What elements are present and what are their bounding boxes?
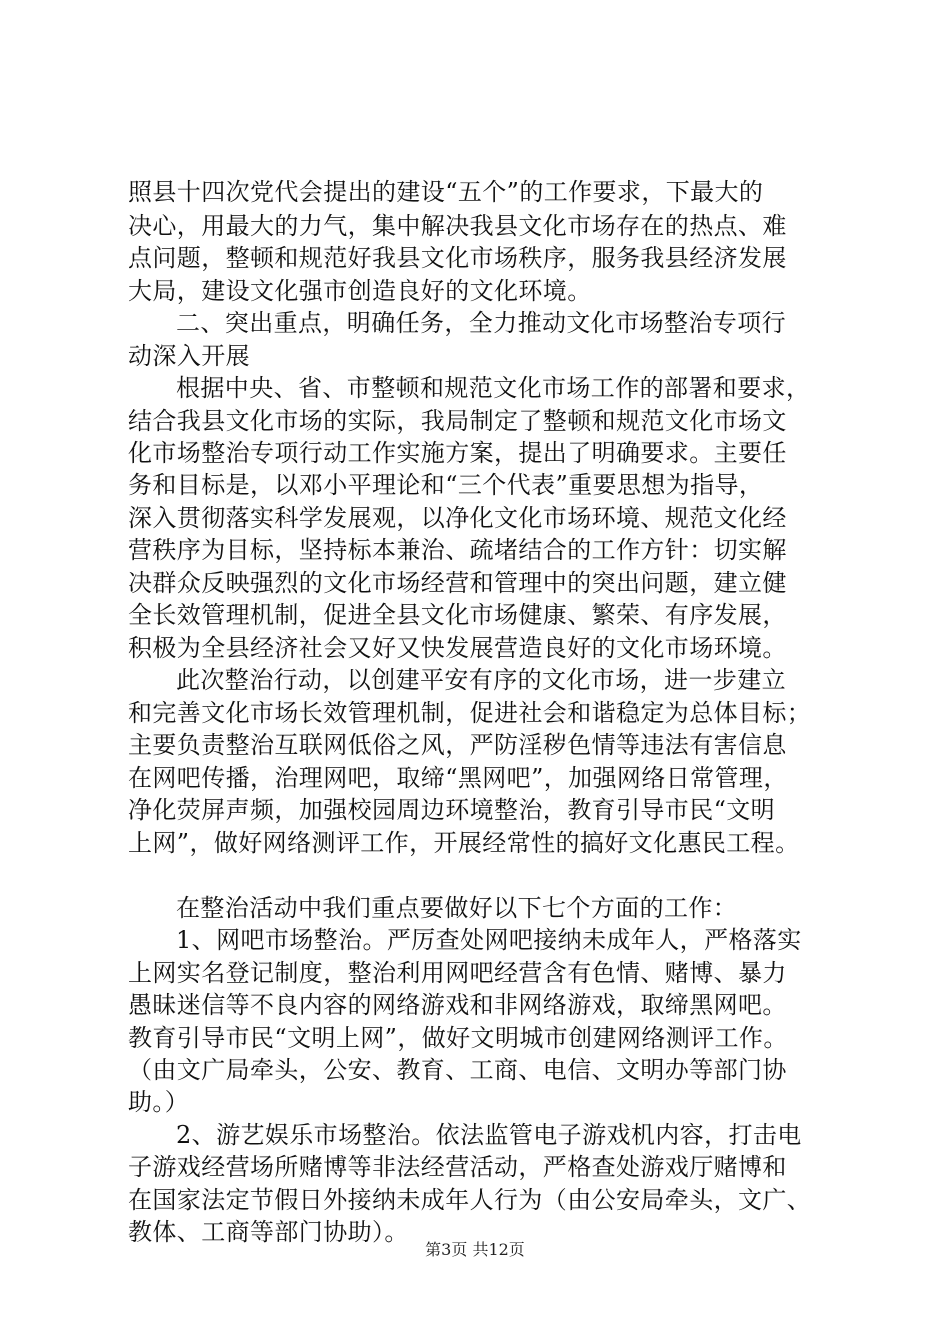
text-line: 愚昧迷信等不良内容的网络游戏和非网络游戏，取缔黑网吧。: [128, 991, 787, 1019]
text-line: 全长效管理机制，促进全县文化市场健康、繁荣、有序发展，: [128, 601, 787, 629]
text-line: 在网吧传播，治理网吧，取缔“黑网吧”，加强网络日常管理，: [128, 764, 788, 792]
text-line: 决心，用最大的力气，集中解决我县文化市场存在的热点、难: [128, 212, 787, 240]
text-line: 教体、工商等部门协助）。: [128, 1218, 409, 1246]
text-line: 根据中央、省、市整顿和规范文化市场工作的部署和要求，: [176, 374, 811, 402]
text-line: 在整治活动中我们重点要做好以下七个方面的工作：: [176, 894, 738, 922]
text-line: 上网”，做好网络测评工作，开展经常性的搞好文化惠民工程。: [128, 829, 800, 857]
list-item-line: 1、网吧市场整治。严厉查处网吧接纳未成年人，严格落实: [176, 926, 802, 954]
section-heading-line: 二、突出重点，明确任务，全力推动文化市场整治专项行: [176, 309, 786, 337]
text-line: 主要负责整治互联网低俗之风，严防淫秽色情等违法有害信息: [128, 731, 787, 759]
section-heading-line: 动深入开展: [128, 342, 250, 370]
page-number-footer: 第3页 共12页: [425, 1240, 525, 1259]
text-line: 化市场整治专项行动工作实施方案，提出了明确要求。主要任: [128, 439, 787, 467]
text-line: 结合我县文化市场的实际，我局制定了整顿和规范文化市场文: [128, 407, 787, 435]
text-line: 在国家法定节假日外接纳未成年人行为（由公安局牵头，文广、: [128, 1186, 812, 1214]
text-line: 点问题，整顿和规范好我县文化市场秩序，服务我县经济发展: [128, 244, 787, 272]
list-item-line: 2、游艺娱乐市场整治。依法监管电子游戏机内容，打击电: [176, 1121, 802, 1149]
text-line: 此次整治行动，以创建平安有序的文化市场，进一步建立: [176, 666, 786, 694]
text-line: 营秩序为目标，坚持标本兼治、疏堵结合的工作方针：切实解: [128, 536, 787, 564]
text-line: 教育引导市民“文明上网”，做好文明城市创建网络测评工作。: [128, 1024, 788, 1052]
text-line: 积极为全县经济社会又好又快发展营造良好的文化市场环境。: [128, 634, 787, 662]
text-line: 子游戏经营场所赌博等非法经营活动，严格查处游戏厅赌博和: [128, 1153, 787, 1181]
text-line: 大局，建设文化强市创造良好的文化环境。: [128, 277, 592, 305]
text-line: 深入贯彻落实科学发展观，以净化文化市场环境、规范文化经: [128, 504, 787, 532]
text-line: 和完善文化市场长效管理机制，促进社会和谐稳定为总体目标；: [128, 699, 812, 727]
text-line: 净化荧屏声频，加强校园周边环境整治，教育引导市民“文明: [128, 796, 776, 824]
text-line: 照县十四次党代会提出的建设“五个”的工作要求，下最大的: [128, 178, 764, 206]
text-line: 上网实名登记制度，整治利用网吧经营含有色情、赌博、暴力: [128, 959, 787, 987]
text-line: 务和目标是，以邓小平理论和“三个代表”重要思想为指导，: [128, 471, 764, 499]
text-line: 助。）: [128, 1088, 190, 1116]
text-line: （由文广局牵头，公安、教育、工商、电信、文明办等部门协: [128, 1056, 787, 1084]
text-line: 决群众反映强烈的文化市场经营和管理中的突出问题，建立健: [128, 569, 787, 597]
